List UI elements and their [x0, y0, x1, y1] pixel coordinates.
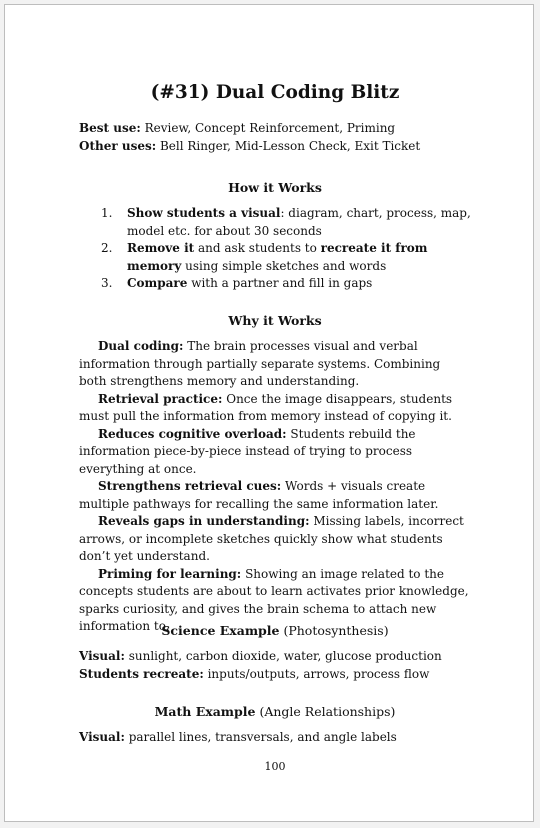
best-use-line — [79, 120, 471, 138]
how-it-works-heading: How it Works — [228, 180, 322, 195]
reason-text: Words + visuals create multiple pathways for recalling the same information later. — [79, 479, 439, 511]
step-text: with a partner and fill in gaps — [187, 276, 373, 290]
reason-label: Reduces cognitive overload: — [98, 426, 287, 441]
reason-paragraph — [79, 391, 471, 426]
other-uses-label: Other uses: — [79, 138, 157, 153]
reason-text: Once the image disappears, students must pull the information from memory instead of copying it. — [79, 391, 453, 423]
document-page — [4, 4, 534, 822]
reason-label: Strengthens retrieval cues: — [98, 479, 282, 493]
visual-label: Visual: — [79, 730, 125, 744]
other-uses-line — [79, 138, 471, 156]
visual-text: sunlight, carbon dioxide, water, glucose production — [124, 649, 442, 663]
page-title: (#31) Dual Coding Blitz — [150, 82, 400, 103]
best-use-label: Best use: — [79, 121, 141, 135]
science-example-heading — [79, 622, 471, 640]
science-example-title: Science Example — [161, 623, 280, 638]
other-uses-value: Bell Ringer, Mid-Lesson Check, Exit Ticket — [156, 138, 421, 153]
step-number: 3. — [101, 276, 113, 290]
reason-paragraph — [79, 513, 471, 566]
reason-label: Reveals gaps in understanding: — [98, 514, 310, 528]
math-visual-line — [79, 729, 471, 747]
recreate-label: Students recreate: — [79, 666, 204, 681]
reason-text: Students rebuild the information piece-by-piece instead of trying to process everything at once. — [79, 426, 416, 476]
math-example-topic: (Angle Relationships) — [255, 704, 396, 719]
how-it-works-list — [79, 205, 471, 293]
step-bold: Remove it — [127, 241, 195, 255]
page-number: 100 — [264, 760, 286, 773]
list-item — [79, 275, 471, 293]
reason-text: The brain processes visual and verbal information through partially separate systems. Combining both strengthens memory and understanding. — [79, 339, 441, 388]
why-it-works-heading: Why it Works — [228, 313, 322, 328]
step-text: : diagram, chart, process, map, model etc. for about 30 seconds — [127, 206, 471, 238]
step-text: and ask students to — [194, 241, 321, 255]
visual-text: parallel lines, transversals, and angle labels — [124, 730, 397, 744]
step-number: 1. — [101, 206, 113, 220]
reason-paragraph — [79, 338, 471, 391]
math-example-title: Math Example — [154, 704, 256, 719]
reason-label: Dual coding: — [98, 339, 184, 353]
reason-text: Showing an image related to the concepts students are about to learn activates prior knowledge, sparks curiosity, and gives the brain schema to attach new information to. — [79, 566, 469, 633]
math-example-heading — [79, 703, 471, 721]
best-use-value: Review, Concept Reinforcement, Priming — [140, 121, 396, 135]
reason-paragraph — [79, 478, 471, 513]
science-example-block — [79, 648, 471, 683]
step-bold: Show students a visual — [127, 206, 281, 220]
recreate-text: inputs/outputs, arrows, process flow — [203, 666, 430, 681]
step-bold: Compare — [127, 276, 188, 290]
list-item — [79, 205, 471, 240]
science-recreate-line — [79, 666, 471, 684]
step-bold: recreate it from memory — [127, 241, 428, 273]
why-it-works-section — [79, 338, 471, 636]
science-visual-line — [79, 648, 471, 666]
step-number: 2. — [101, 241, 113, 255]
visual-label: Visual: — [79, 649, 125, 663]
reason-label: Retrieval practice: — [98, 391, 223, 406]
science-example-topic: (Photosynthesis) — [279, 623, 389, 638]
reason-paragraph — [79, 426, 471, 479]
math-example-block — [79, 729, 471, 747]
reason-label: Priming for learning: — [98, 566, 242, 581]
reason-text: Missing labels, incorrect arrows, or incomplete sketches quickly show what students don’t yet understand. — [79, 514, 464, 563]
list-item — [79, 240, 471, 275]
uses-block — [79, 120, 471, 155]
step-text: using simple sketches and words — [181, 258, 387, 273]
